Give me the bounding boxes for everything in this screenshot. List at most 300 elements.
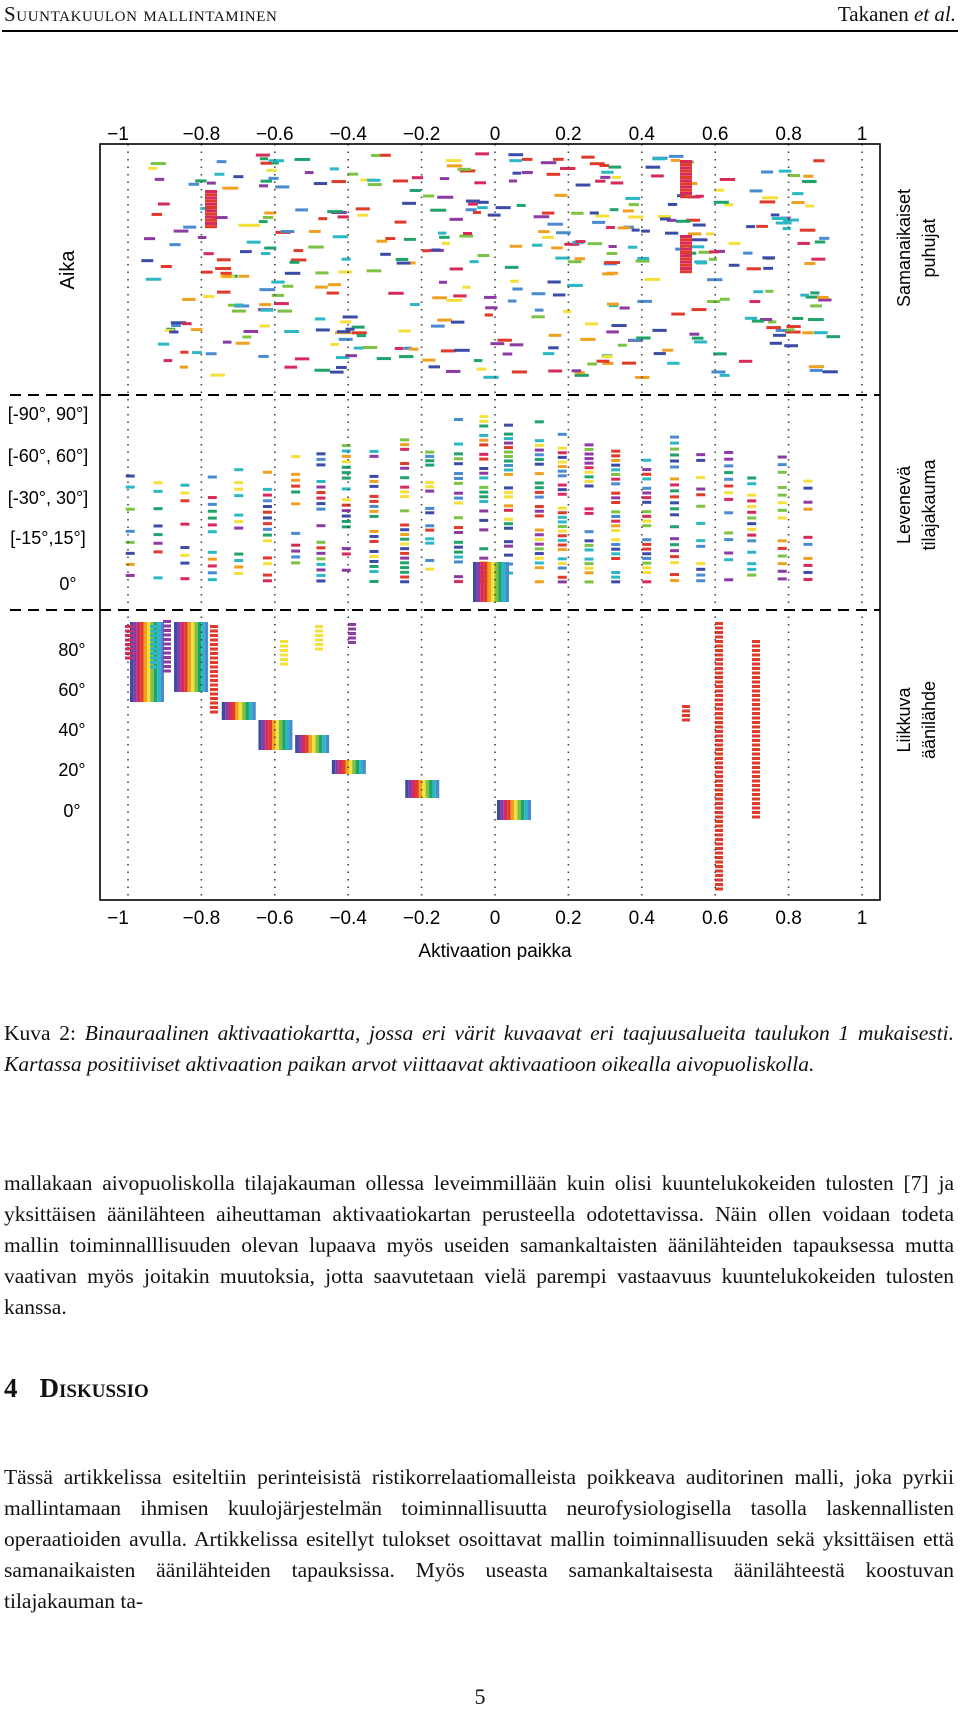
- activation-dash: [439, 281, 447, 284]
- activation-dash: [368, 183, 382, 186]
- activation-dash: [285, 272, 300, 275]
- activation-dash: [504, 446, 513, 449]
- activation-dash: [454, 575, 463, 578]
- activation-dash: [535, 529, 544, 532]
- activation-dash: [747, 562, 756, 565]
- activation-dash: [409, 348, 419, 351]
- activation-dash: [314, 369, 330, 372]
- activation-dash: [400, 552, 409, 555]
- activation-dash: [595, 215, 609, 218]
- activation-dash: [696, 574, 705, 577]
- activation-dash: [535, 557, 544, 560]
- activation-dash: [171, 324, 181, 327]
- activation-dash: [205, 190, 217, 193]
- activation-dash: [752, 699, 760, 702]
- activation-dash: [558, 493, 567, 496]
- activation-dash: [348, 628, 356, 631]
- activation-dash: [535, 453, 544, 456]
- activation-dash: [618, 226, 631, 229]
- activation-dash: [535, 486, 544, 489]
- width-label: [-90°, 90°]: [7, 404, 89, 424]
- activation-dash: [315, 639, 323, 642]
- moving-source-block: [252, 702, 255, 720]
- activation-dash: [752, 721, 760, 724]
- center-activation-block: [491, 562, 495, 602]
- activation-dash: [670, 507, 679, 510]
- section-heading: [4, 1373, 149, 1404]
- activation-dash: [752, 672, 760, 675]
- activation-dash: [208, 564, 217, 567]
- activation-dash: [642, 566, 651, 569]
- moving-source-block: [232, 702, 235, 720]
- activation-dash: [778, 509, 787, 512]
- activation-dash: [553, 158, 564, 161]
- moving-source-block: [289, 720, 292, 750]
- activation-dash: [670, 448, 679, 451]
- activation-dash: [351, 331, 366, 334]
- activation-dash: [370, 570, 379, 573]
- activation-dash: [263, 216, 273, 219]
- activation-dash: [618, 344, 627, 347]
- activation-dash: [715, 699, 723, 702]
- activation-dash: [712, 370, 726, 373]
- activation-dash: [670, 495, 679, 498]
- activation-dash: [234, 553, 243, 556]
- activation-dash: [585, 562, 594, 565]
- activation-dash: [234, 488, 243, 491]
- running-header: [0, 0, 960, 32]
- activation-dash: [232, 310, 246, 313]
- activation-dash: [778, 494, 787, 497]
- activation-dash: [670, 555, 679, 558]
- activation-dash: [809, 365, 824, 368]
- activation-dash: [810, 291, 819, 294]
- activation-dash: [611, 459, 620, 462]
- activation-dash: [483, 376, 498, 379]
- activation-dash: [151, 162, 166, 165]
- activation-dash: [747, 267, 761, 270]
- activation-dash: [724, 484, 733, 487]
- activation-dash: [468, 203, 478, 206]
- activation-dash: [267, 169, 277, 172]
- activation-dash: [724, 558, 733, 561]
- activation-dash: [400, 533, 409, 536]
- activation-dash: [680, 235, 692, 238]
- moving-source-block: [137, 622, 140, 702]
- activation-dash: [662, 349, 673, 352]
- moving-source-block: [504, 800, 507, 820]
- activation-dash: [541, 161, 557, 164]
- activation-dash: [125, 652, 133, 655]
- activation-dash: [154, 481, 163, 484]
- activation-dash: [342, 498, 351, 501]
- activation-dash: [150, 643, 158, 646]
- activation-dash: [330, 167, 339, 170]
- caption-text: Binauraalinen aktivaatiokartta, jossa eri värit kuvaavat eri taajuusalueita taulukon 1 mukaisesti. Kartassa positiiviset aktivaation paikan arvot viittaavat aktivaatioon oikealla aivopuoliskolla.: [4, 1021, 954, 1076]
- activation-dash: [316, 463, 325, 466]
- activation-dash: [715, 829, 723, 832]
- activation-dash: [642, 487, 651, 490]
- center-activation-block: [498, 562, 502, 602]
- activation-dash: [284, 366, 297, 369]
- activation-dash: [671, 313, 685, 316]
- activation-dash: [263, 556, 272, 559]
- activation-dash: [397, 262, 411, 265]
- activation-dash: [223, 341, 232, 344]
- activation-dash: [479, 439, 488, 442]
- activation-dash: [294, 158, 310, 161]
- activation-dash: [400, 495, 409, 498]
- moving-source-block: [429, 780, 432, 798]
- activation-dash: [239, 224, 254, 227]
- activation-dash: [451, 321, 464, 324]
- activation-dash: [715, 874, 723, 877]
- activation-dash: [803, 536, 812, 539]
- activation-dash: [150, 652, 158, 655]
- activation-dash: [770, 342, 782, 345]
- activation-dash: [611, 468, 620, 471]
- activation-dash: [752, 685, 760, 688]
- body-paragraph-1: mallakaan aivopuoliskolla tilajakauman ollessa leveimmillään kuin olisi kuuntelukokeiden tulosten [7] ja yksittäisen äänilähteen aiheuttaman aktivaatiokartan perusteella odotettavissa. Näin ollen voidaan todeta mallin toiminnalllisuuden olevan lupaava myös useiden samankaltaisten äänilähteiden tapauksessa mutta vaativan myös joitakin muutoksia, jotta saavutetaan vielä parempi vastaavuus kuuntelukokeiden tulosten kanssa.: [4, 1171, 954, 1319]
- moving-source-block: [521, 800, 524, 820]
- activation-dash: [535, 309, 544, 312]
- activation-dash: [558, 548, 567, 551]
- activation-dash: [504, 473, 513, 476]
- activation-dash: [753, 290, 763, 293]
- activation-dash: [442, 242, 450, 245]
- activation-dash: [488, 214, 501, 217]
- activation-dash: [778, 486, 787, 489]
- activation-dash: [548, 346, 558, 349]
- activation-dash: [210, 643, 218, 646]
- activation-dash: [475, 152, 489, 155]
- activation-dash: [670, 549, 679, 552]
- activation-dash: [316, 552, 325, 555]
- activation-dash: [651, 174, 664, 177]
- activation-dash: [558, 525, 567, 528]
- moving-source-block: [422, 780, 425, 798]
- activation-dash: [576, 184, 591, 187]
- activation-dash: [668, 203, 677, 206]
- x-tick-label-top: −0.8: [182, 124, 221, 145]
- activation-dash: [696, 453, 705, 456]
- moving-source-block: [322, 735, 325, 753]
- right-label-widening-distribution: Levenevä: [894, 465, 914, 545]
- activation-dash: [205, 219, 217, 222]
- activation-dash: [609, 245, 617, 248]
- activation-dash: [425, 459, 434, 462]
- activation-dash: [729, 242, 741, 245]
- activation-dash: [367, 269, 382, 272]
- activation-dash: [608, 166, 621, 169]
- activation-dash: [150, 639, 158, 642]
- activation-dash: [385, 237, 395, 240]
- x-tick-label-top: 0: [489, 124, 501, 145]
- activation-dash: [642, 501, 651, 504]
- activation-dash: [316, 568, 325, 571]
- activation-dash: [680, 241, 692, 244]
- activation-dash: [150, 634, 158, 637]
- activation-dash: [783, 227, 791, 230]
- activation-dash: [454, 516, 463, 519]
- activation-dash: [803, 557, 812, 560]
- activation-dash: [724, 464, 733, 467]
- activation-dash: [348, 637, 356, 640]
- activation-dash: [400, 524, 409, 527]
- activation-dash: [585, 466, 594, 469]
- activation-dash: [126, 541, 135, 544]
- activation-dash: [585, 580, 594, 583]
- activation-dash: [479, 472, 488, 475]
- activation-dash: [508, 300, 517, 303]
- activation-dash: [746, 225, 755, 228]
- activation-dash: [180, 546, 189, 549]
- activation-dash: [431, 325, 445, 328]
- activation-dash: [454, 492, 463, 495]
- activation-dash: [447, 164, 462, 167]
- activation-dash: [425, 529, 434, 532]
- activation-dash: [752, 775, 760, 778]
- activation-dash: [715, 654, 723, 657]
- activation-dash: [535, 481, 544, 484]
- activation-dash: [485, 313, 493, 316]
- activation-dash: [146, 278, 161, 281]
- activation-dash: [715, 694, 723, 697]
- activation-dash: [535, 580, 544, 583]
- activation-dash: [336, 366, 347, 369]
- activation-dash: [752, 320, 764, 323]
- activation-dash: [715, 766, 723, 769]
- activation-dash: [558, 580, 567, 583]
- activation-dash: [715, 658, 723, 661]
- activation-dash: [800, 229, 816, 232]
- activation-dash: [400, 547, 409, 550]
- activation-dash: [239, 275, 250, 278]
- activation-dash: [607, 252, 618, 255]
- activation-dash: [611, 571, 620, 574]
- activation-dash: [611, 524, 620, 527]
- activation-dash: [370, 515, 379, 518]
- activation-dash: [370, 535, 379, 538]
- activation-dash: [316, 557, 325, 560]
- activation-dash: [535, 510, 544, 513]
- activation-dash: [715, 856, 723, 859]
- activation-dash: [370, 500, 379, 503]
- activation-dash: [670, 454, 679, 457]
- activation-dash: [425, 559, 434, 562]
- activation-dash: [747, 482, 756, 485]
- activation-dash: [315, 648, 323, 651]
- activation-dash: [454, 546, 463, 549]
- activation-dash: [535, 458, 544, 461]
- activation-dash: [207, 182, 216, 185]
- activation-dash: [258, 355, 268, 358]
- x-tick-label-top: 0.4: [628, 124, 656, 145]
- activation-dash: [776, 329, 787, 332]
- activation-dash: [370, 530, 379, 533]
- activation-dash: [425, 485, 434, 488]
- activation-dash: [342, 460, 351, 463]
- activation-dash: [342, 258, 351, 261]
- activation-dash: [558, 488, 567, 491]
- activation-dash: [234, 494, 243, 497]
- activation-dash: [504, 518, 513, 521]
- activation-dash: [715, 649, 723, 652]
- activation-marks: [125, 152, 840, 890]
- activation-dash: [670, 442, 679, 445]
- activation-dash: [778, 456, 787, 459]
- activation-dash: [696, 545, 705, 548]
- activation-dash: [432, 248, 441, 251]
- activation-dash: [585, 567, 594, 570]
- activation-dash: [585, 462, 594, 465]
- activation-dash: [263, 488, 272, 491]
- activation-dash: [454, 560, 463, 563]
- activation-dash: [680, 264, 692, 267]
- activation-dash: [342, 515, 351, 518]
- activation-dash: [504, 491, 513, 494]
- activation-dash: [607, 272, 618, 275]
- activation-dash: [803, 564, 812, 567]
- running-title: Suuntakuulon mallintaminen: [4, 2, 278, 26]
- activation-dash: [339, 338, 353, 341]
- moving-source-block: [309, 735, 312, 753]
- activation-dash: [724, 478, 733, 481]
- activation-dash: [590, 211, 599, 214]
- activation-dash: [724, 458, 733, 461]
- activation-dash: [773, 334, 786, 337]
- moving-source-block: [359, 760, 362, 774]
- activation-dash: [400, 566, 409, 569]
- moving-source-block: [319, 735, 322, 753]
- activation-dash: [327, 210, 342, 213]
- activation-dash: [485, 306, 497, 309]
- activation-dash: [642, 496, 651, 499]
- activation-dash: [715, 690, 723, 693]
- activation-dash: [342, 520, 351, 523]
- activation-dash: [606, 330, 619, 333]
- moving-source-block: [194, 622, 197, 692]
- activation-dash: [370, 480, 379, 483]
- activation-dash: [680, 192, 692, 195]
- activation-dash: [141, 259, 153, 262]
- activation-dash: [747, 477, 756, 480]
- activation-dash: [778, 463, 787, 466]
- activation-dash: [154, 533, 163, 536]
- activation-dash: [760, 200, 776, 203]
- activation-dash: [611, 478, 620, 481]
- activation-dash: [680, 267, 692, 270]
- moving-source-block: [191, 622, 194, 692]
- activation-dash: [752, 640, 760, 643]
- activation-dash: [611, 548, 620, 551]
- activation-dash: [558, 451, 567, 454]
- activation-dash: [154, 542, 163, 545]
- activation-dash: [747, 494, 756, 497]
- activation-dash: [182, 322, 192, 325]
- activation-dash: [280, 658, 288, 661]
- activation-dash: [192, 351, 202, 354]
- moving-source-block: [174, 622, 177, 692]
- activation-dash: [125, 625, 133, 628]
- activation-dash: [623, 209, 634, 212]
- activation-dash: [646, 166, 661, 169]
- activation-dash: [163, 647, 171, 650]
- activation-dash: [402, 202, 416, 205]
- activation-dash: [210, 634, 218, 637]
- activation-dash: [291, 455, 300, 458]
- activation-dash: [479, 486, 488, 489]
- activation-dash: [762, 256, 775, 259]
- activation-dash: [792, 201, 805, 204]
- activation-dash: [680, 163, 692, 166]
- activation-dash: [543, 352, 554, 355]
- moving-source-block: [279, 720, 282, 750]
- activation-dash: [747, 499, 756, 502]
- activation-dash: [778, 562, 787, 565]
- activation-dash: [752, 793, 760, 796]
- activation-dash: [150, 648, 158, 651]
- activation-dash: [694, 340, 707, 343]
- activation-dash: [611, 538, 620, 541]
- activation-dash: [425, 511, 434, 514]
- activation-dash: [210, 684, 218, 687]
- activation-dash: [454, 502, 463, 505]
- moving-source-block: [181, 622, 184, 692]
- activation-dash: [208, 558, 217, 561]
- moving-source-block: [222, 702, 225, 720]
- activation-dash: [215, 267, 231, 270]
- activation-dash: [400, 576, 409, 579]
- activation-dash: [126, 475, 135, 478]
- activation-dash: [393, 179, 408, 182]
- moving-source-block: [316, 735, 319, 753]
- activation-dash: [150, 666, 158, 669]
- activation-dash: [715, 820, 723, 823]
- activation-dash: [715, 748, 723, 751]
- activation-dash: [234, 527, 243, 530]
- activation-dash: [642, 520, 651, 523]
- activation-dash: [308, 246, 324, 249]
- activation-dash: [645, 278, 661, 281]
- activation-dash: [805, 204, 814, 207]
- activation-dash: [291, 532, 300, 535]
- x-tick-label-top: −0.4: [329, 124, 367, 145]
- plot-frame: [7, 144, 880, 900]
- activation-dash: [205, 212, 217, 215]
- activation-dash: [263, 494, 272, 497]
- moving-source-block: [265, 720, 268, 750]
- activation-dash: [810, 304, 822, 307]
- activation-dash: [371, 154, 380, 157]
- moving-source-block: [246, 702, 249, 720]
- activation-dash: [235, 303, 244, 306]
- right-label-concurrent-speakers: Samanaikaiset: [894, 188, 914, 308]
- activation-dash: [715, 870, 723, 873]
- activation-dash: [667, 362, 679, 365]
- activation-dash: [509, 159, 522, 162]
- activation-dash: [636, 260, 650, 263]
- activation-dash: [163, 638, 171, 641]
- activation-dash: [778, 539, 787, 542]
- activation-dash: [715, 852, 723, 855]
- section-title: Diskussio: [39, 1373, 149, 1403]
- activation-dash: [752, 762, 760, 765]
- activation-dash: [752, 690, 760, 693]
- activation-dash: [611, 510, 620, 513]
- activation-dash: [210, 697, 218, 700]
- activation-dash: [263, 528, 272, 531]
